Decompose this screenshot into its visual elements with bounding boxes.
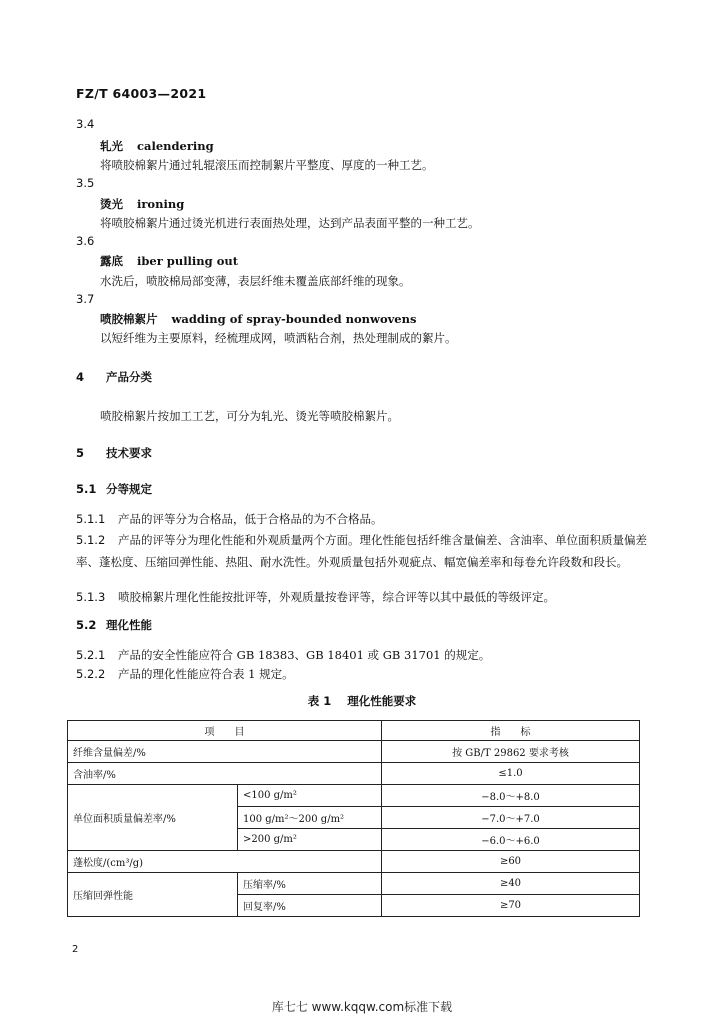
term-definition: 将喷胶棉絮片通过轧辊滚压而控制絮片平整度、厚度的一种工艺。 [100, 158, 434, 172]
clause-number: 5.2.2 [76, 667, 106, 681]
table-row [68, 873, 640, 895]
item-cell: 压缩回弹性能 [68, 873, 238, 917]
clause-5-1-2 [76, 529, 654, 573]
value-cell: −6.0～+6.0 [382, 829, 640, 851]
physical-chemical-properties-table [67, 720, 640, 917]
section-number: 5.2 [76, 618, 97, 632]
term-en: wadding of spray-bounded nonwovens [171, 312, 417, 326]
term-heading [100, 253, 238, 269]
clause-number: 5.1.3 [76, 590, 106, 604]
section-heading-4 [76, 369, 152, 385]
term-number: 3.5 [76, 176, 95, 190]
term-cn: 露底 [100, 254, 123, 268]
table-row [68, 851, 640, 873]
clause-5-1-3 [76, 589, 555, 605]
table-caption [0, 693, 724, 709]
term-definition: 将喷胶棉絮片通过烫光机进行表面热处理，达到产品表面平整的一种工艺。 [100, 216, 480, 230]
table-label: 表 1 [307, 694, 332, 708]
condition-cell: 压缩率/% [238, 873, 382, 895]
header-index: 指 标 [382, 721, 640, 741]
table-header-row [68, 721, 640, 741]
page-number: 2 [72, 944, 79, 955]
term-definition: 水洗后，喷胶棉局部变薄，表层纤维未覆盖底部纤维的现象。 [100, 274, 411, 288]
term-heading [100, 311, 416, 327]
clause-number: 5.2.1 [76, 648, 106, 662]
term-heading [100, 138, 214, 154]
clause-text: 产品的理化性能应符合表 1 规定。 [118, 667, 294, 681]
table-row [68, 763, 640, 785]
term-heading [100, 196, 184, 212]
section-title: 技术要求 [106, 446, 152, 460]
value-cell: 按 GB/T 29862 要求考核 [382, 741, 640, 763]
value-cell: −8.0～+8.0 [382, 785, 640, 807]
section-number: 4 [76, 370, 85, 384]
term-definition: 以短纤维为主要原料，经梳理成网，喷洒粘合剂，热处理制成的絮片。 [100, 331, 457, 345]
term-cn: 轧光 [100, 139, 123, 153]
section-number: 5 [76, 446, 85, 460]
item-cell: 蓬松度/(cm³/g) [68, 851, 382, 873]
section-heading-5-2 [76, 617, 152, 633]
section-title: 产品分类 [106, 370, 152, 384]
clause-5-2-1 [76, 647, 490, 663]
clause-text: 产品的安全性能应符合 GB 18383、GB 18401 或 GB 31701 的规定。 [118, 648, 491, 662]
clause-number: 5.1.2 [76, 533, 106, 547]
term-en: calendering [137, 139, 214, 153]
term-cn: 喷胶棉絮片 [100, 312, 158, 326]
download-watermark: 库七七 www.kqqw.com标准下载 [271, 1000, 453, 1014]
item-cell: 单位面积质量偏差率/% [68, 785, 238, 851]
condition-cell: 100 g/m²～200 g/m² [238, 807, 382, 829]
section-4-text: 喷胶棉絮片按加工工艺，可分为轧光、烫光等喷胶棉絮片。 [100, 409, 399, 423]
clause-text: 产品的评等分为理化性能和外观质量两个方面。理化性能包括纤维含量偏差、含油率、单位面积质量偏差率、蓬松度、压缩回弹性能、热阻、耐水洗性。外观质量包括外观疵点、幅宽偏差率和每卷允许段数和段长。 [76, 533, 647, 569]
section-number: 5.1 [76, 482, 97, 496]
value-cell: −7.0～+7.0 [382, 807, 640, 829]
term-cn: 烫光 [100, 197, 123, 211]
condition-cell: >200 g/m² [238, 829, 382, 851]
term-en: iber pulling out [137, 254, 239, 268]
term-number: 3.4 [76, 117, 95, 131]
item-cell: 纤维含量偏差/% [68, 741, 382, 763]
section-heading-5 [76, 445, 152, 461]
value-cell: ≤1.0 [382, 763, 640, 785]
condition-cell: <100 g/m² [238, 785, 382, 807]
clause-5-2-2 [76, 666, 294, 682]
section-title: 理化性能 [106, 618, 152, 632]
clause-text: 产品的评等分为合格品，低于合格品的为不合格品。 [118, 512, 383, 526]
header-item: 项 目 [68, 721, 382, 741]
table-row [68, 741, 640, 763]
clause-text: 喷胶棉絮片理化性能按批评等，外观质量按卷评等，综合评等以其中最低的等级评定。 [118, 590, 555, 604]
table-row [68, 785, 640, 807]
section-heading-5-1 [76, 481, 152, 497]
value-cell: ≥60 [382, 851, 640, 873]
condition-cell: 回复率/% [238, 895, 382, 917]
term-number: 3.6 [76, 234, 95, 248]
term-en: ironing [137, 197, 185, 211]
value-cell: ≥40 [382, 873, 640, 895]
item-cell: 含油率/% [68, 763, 382, 785]
table-title: 理化性能要求 [347, 694, 417, 708]
clause-number: 5.1.1 [76, 512, 106, 526]
value-cell: ≥70 [382, 895, 640, 917]
term-number: 3.7 [76, 292, 95, 306]
section-title: 分等规定 [106, 482, 152, 496]
clause-5-1-1 [76, 511, 383, 527]
standard-number-header: FZ/T 64003—2021 [76, 86, 207, 101]
